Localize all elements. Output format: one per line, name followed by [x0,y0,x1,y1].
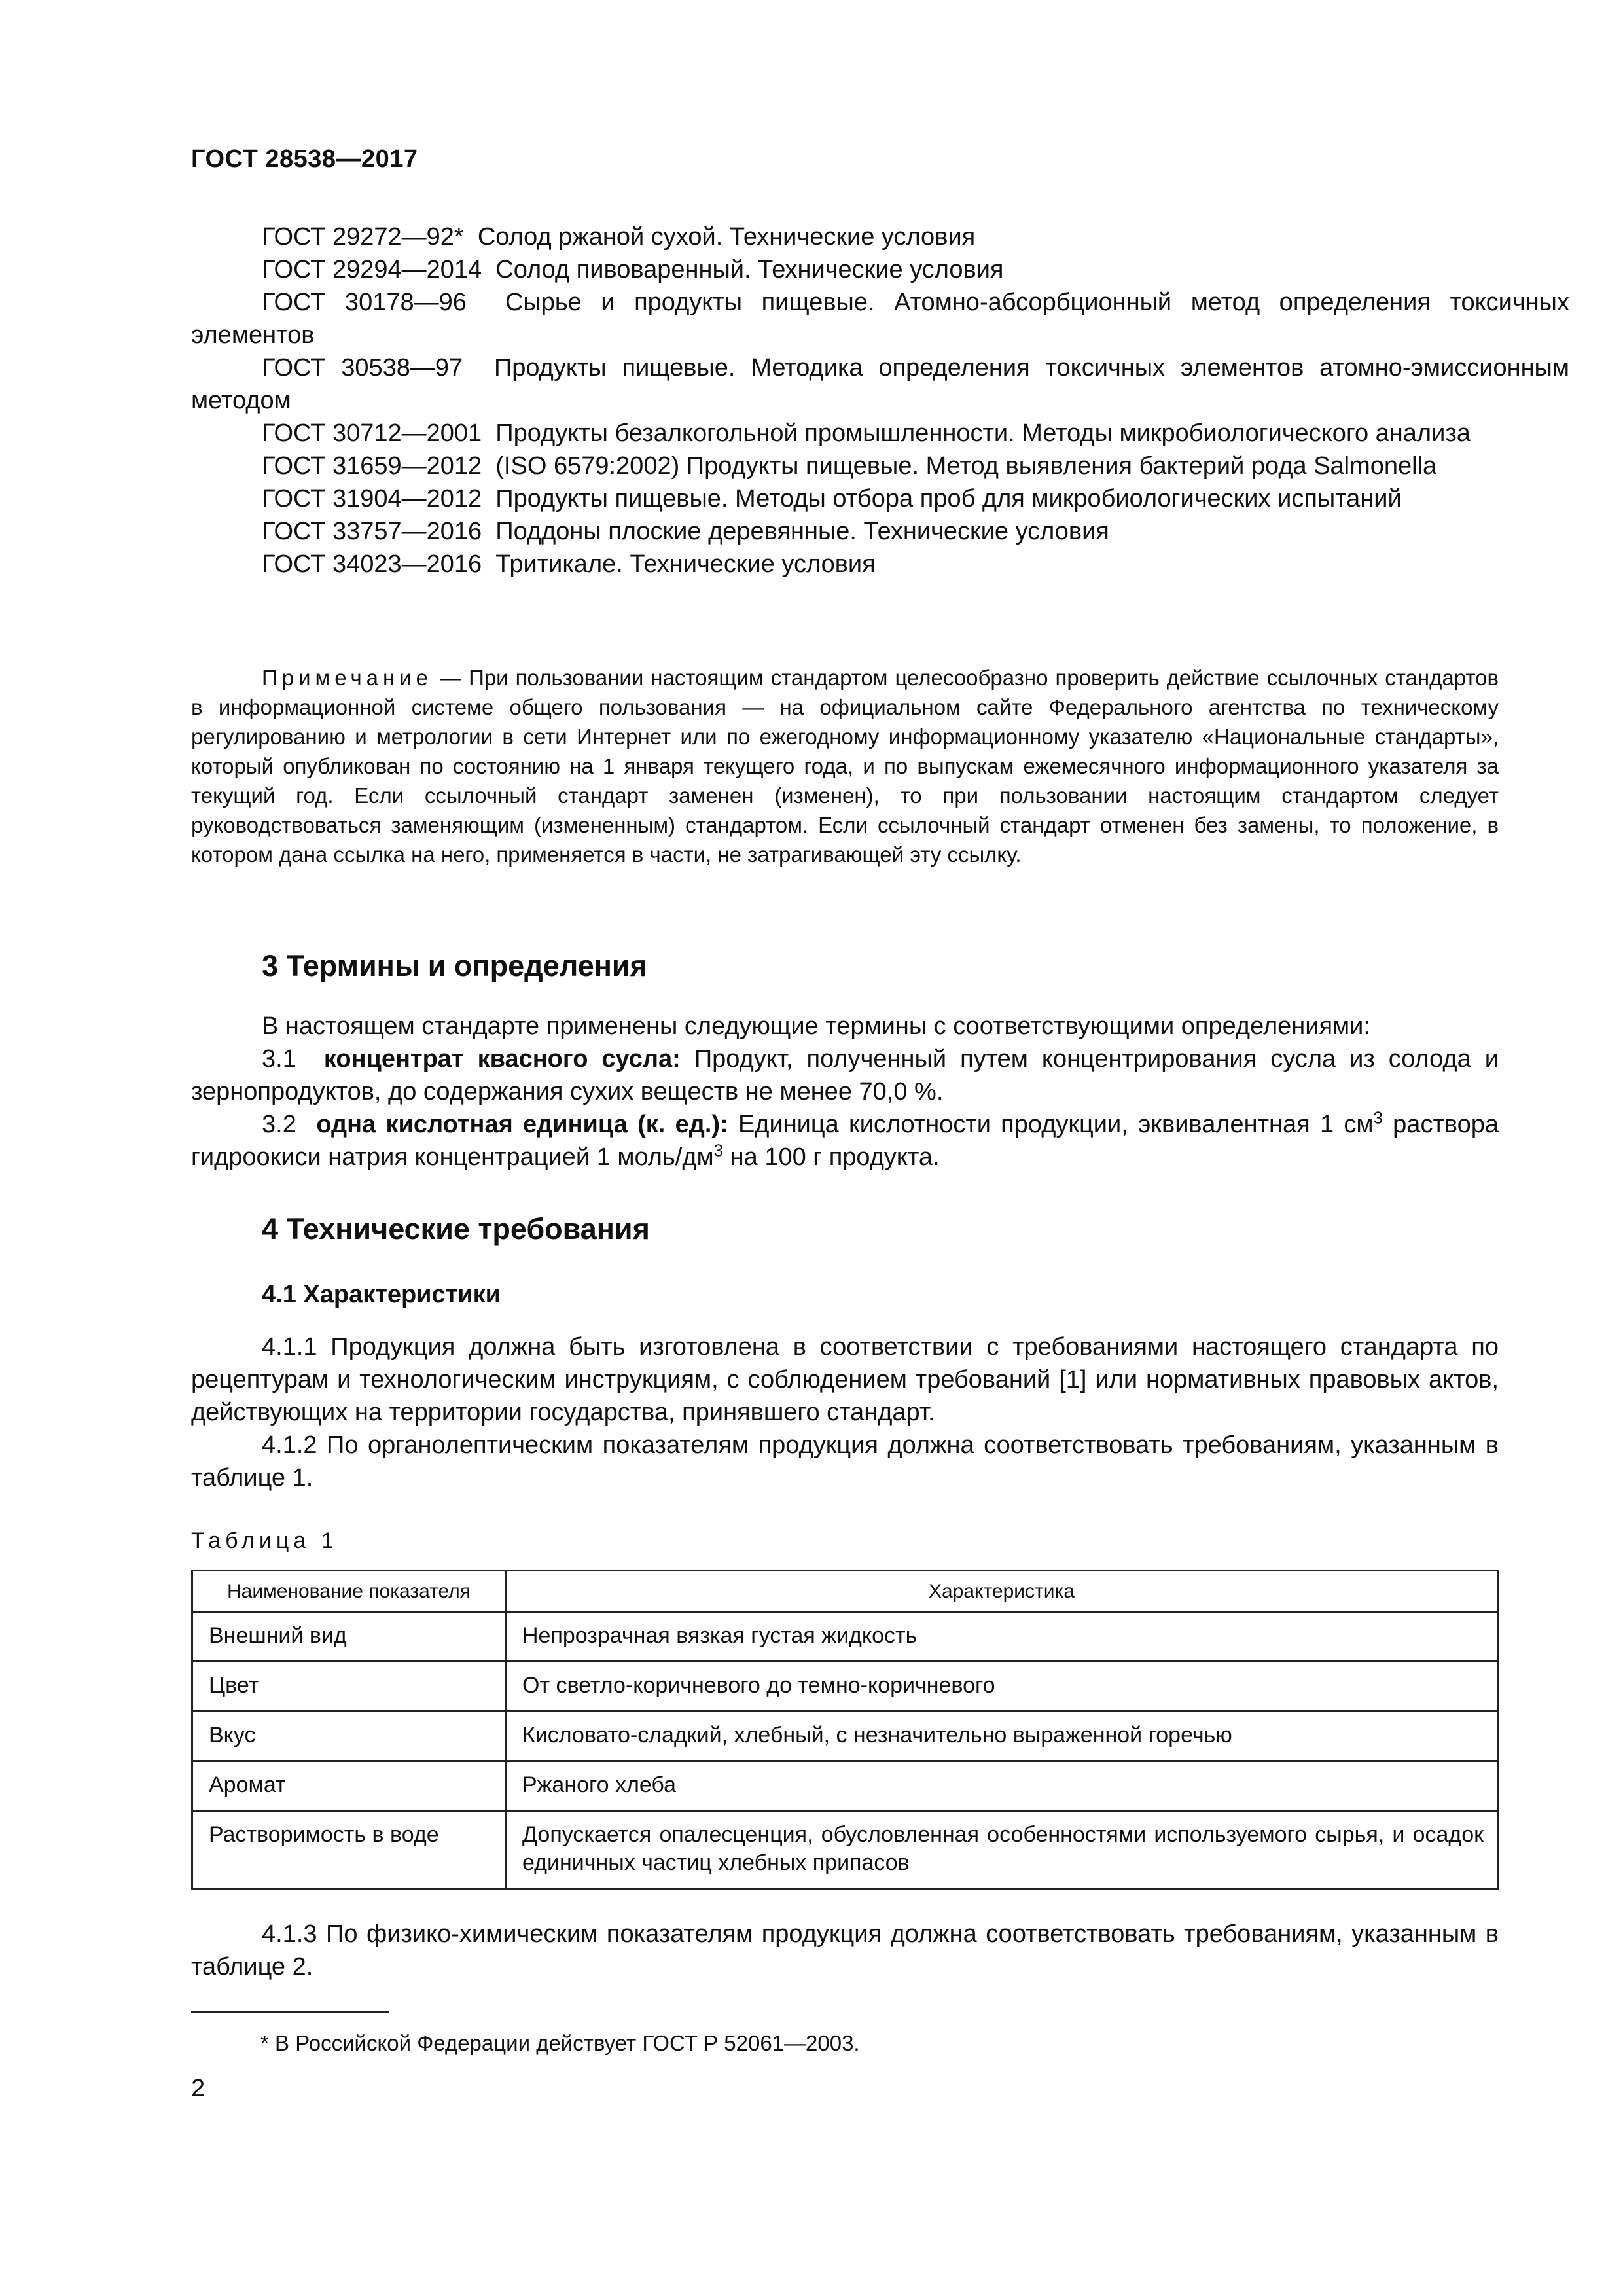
reference-item: ГОСТ 31659—2012 (ISO 6579:2002) Продукты пищевые. Метод выявления бактерий рода Salmonella [262,452,1437,480]
reference-item: ГОСТ 29294—2014 Солод пивоваренный. Технические условия [262,256,1004,283]
table-row [192,1712,1498,1761]
reference-item: ГОСТ 30178—96 Сырье и продукты пищевые. Атомно-абсорбционный метод определения токсичных элементов [191,289,1569,349]
paragraph-4-1-3: 4.1.3 По физико-химическим показателям продукция должна соответствовать требованиям, указанным в таблице 2. [191,1920,1499,1981]
reference-item: ГОСТ 30538—97 Продукты пищевые. Методика определения токсичных элементов атомно-эмиссионным методом [191,354,1569,414]
table-1 [191,1570,1499,1890]
table-row [192,1761,1498,1811]
table-cell: Аромат [192,1761,506,1811]
table-cell: Непрозрачная вязкая густая жидкость [506,1612,1498,1662]
table-row [192,1612,1498,1662]
term-3-2: 3.2 одна кислотная единица (к. ед.): Единица кислотности продукции, эквивалентная 1 $см^3$ раствора гидроокиси натрия концентрацией 1 моль/$дм^3$ на 100 г продукта. [191,1107,1499,1171]
table-cell: Допускается опалесценция, обусловленная особенностями используемого сырья, и осадок единичных частиц хлебных припасов [506,1811,1498,1889]
table-row [192,1662,1498,1712]
note-paragraph [191,663,1499,869]
paragraph-4-1-2: 4.1.2 По органолептическим показателям продукция должна соответствовать требованиям, указанным в таблице 1. [191,1431,1499,1492]
table-cell: Растворимость в воде [192,1811,506,1889]
paragraph-4-1-1: 4.1.1 Продукция должна быть изготовлена в соответствии с требованиями настоящего стандарта по рецептурам и технологическим инструкциям, с соблюдением требований [1] или нормативных правовых актов, действующих на территории государства, принявшего стандарт. [191,1333,1499,1426]
table-cell: Ржаного хлеба [506,1761,1498,1811]
table-cell: От светло-коричневого до темно-коричневого [506,1662,1498,1712]
normative-references-list [191,221,1569,581]
subsection-4-1-title: 4.1 Характеристики [262,1281,501,1308]
page-number: 2 [191,2075,205,2102]
section-4-title: 4 Технические требования [262,1212,650,1246]
note-text: — При пользовании настоящим стандартом целесообразно проверить действие ссылочных стандартов в информационной системе общего пользования — на официальном сайте Федерального агентства по техническому регулированию и метрологии в сети Интернет или по ежегодному информационному указателю «Национальные стандарты», который опубликован по состоянию на 1 января текущего года, и по выпускам ежемесячного информационного указателя за текущий год. Если ссылочный стандарт заменен (изменен), то при пользовании настоящим стандартом следует руководствоваться заменяющим (измененным) стандартом. Если ссылочный стандарт отменен без замены, то положение, в котором дана ссылка на него, применяется в части, не затрагивающей эту ссылку. [191,666,1499,867]
section-3-intro: В настоящем стандарте применены следующие термины с соответствующими определениями: [262,1013,1370,1040]
section-4-body [191,1331,1499,1494]
table-row [192,1811,1498,1889]
table-cell: Внешний вид [192,1612,506,1662]
term-3-1: 3.1 концентрат квасного сусла: Продукт, полученный путем концентрирования сусла из солода и зернопродуктов, до содержания сухих веществ не менее 70,0 %. [191,1045,1499,1105]
reference-item: ГОСТ 34023—2016 Тритикале. Технические условия [262,550,876,578]
section-3-title: 3 Термины и определения [262,949,647,982]
table-cell: Цвет [192,1662,506,1712]
table-1-caption: Таблица 1 [191,1528,338,1553]
table-header-cell: Наименование показателя [192,1571,506,1612]
footnote: * В Российской Федерации действует ГОСТ Р 52061—2003. [260,2031,860,2055]
doc-header-code: ГОСТ 28538—2017 [191,145,418,173]
section-3-body [191,1010,1499,1174]
table-cell: Кисловато-сладкий, хлебный, с незначительно выраженной горечью [506,1712,1498,1761]
reference-item: ГОСТ 33757—2016 Поддоны плоские деревянные. Технические условия [262,518,1109,545]
section-4-body-cont [191,1918,1499,1983]
table-header-row [192,1571,1498,1612]
footnote-divider [191,2011,389,2013]
reference-item: ГОСТ 29272—92* Солод ржаной сухой. Технические условия [262,223,976,251]
table-cell: Вкус [192,1712,506,1761]
reference-item: ГОСТ 30712—2001 Продукты безалкогольной промышленности. Методы микробиологического анализа [262,420,1471,447]
table-header-cell: Характеристика [506,1571,1498,1612]
note-label: Примечание [262,666,433,690]
reference-item: ГОСТ 31904—2012 Продукты пищевые. Методы отбора проб для микробиологических испытаний [262,485,1402,512]
